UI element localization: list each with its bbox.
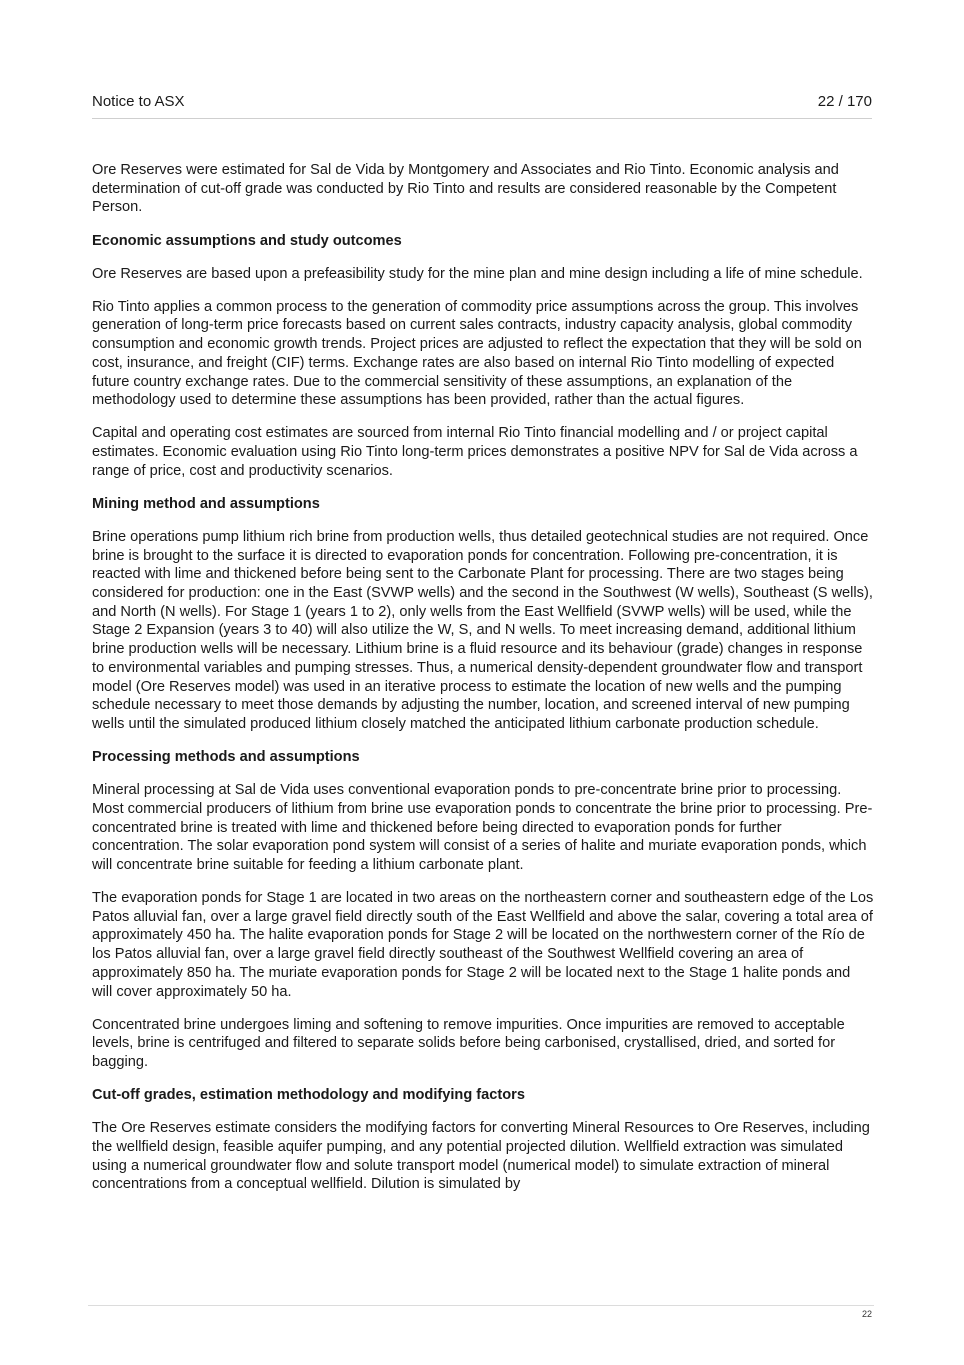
- paragraph: Rio Tinto applies a common process to the generation of commodity price assumptions across the group. This involves generation of long-term price forecasts based on current sales contracts, industry capacity analysis, global commodity consumption and economic growth trends. Project prices are adjusted to reflect the expectation that they will be sold on cost, insurance, and freight (CIF) terms. Exchange rates are also based on internal Rio Tinto modelling of expected future country exchange rates. Due to the commercial sensitivity of these assumptions, an explanation of the methodology used to determine these assumptions has been provided, rather than the actual figures.: [92, 298, 862, 409]
- section-heading-economic: Economic assumptions and study outcomes: [92, 232, 402, 249]
- paragraph: Ore Reserves were estimated for Sal de Vida by Montgomery and Associates and Rio Tinto. Economic analysis and determination of cut-off grade was conducted by Rio Tinto and results are considered reasonable by the Competent Person.: [92, 162, 839, 216]
- paragraph: Brine operations pump lithium rich brine from production wells, thus detailed geotechnical studies are not required. Once brine is brought to the surface it is directed to evaporation ponds for concentration. Following pre-concentration, it is reacted with lime and thickened before being sent to the Carbonate Plant for processing. There are two stages being considered for production: one in the East (SVWP wells) and the second in the Southwest (W wells), Southeast (S wells), and North (N wells). For Stage 1 (years 1 to 2), only wells from the East Wellfield (SVWP wells) will be used, while the Stage 2 Expansion (years 3 to 40) will also utilize the W, S, and N wells. To meet increasing demand, additional lithium brine production wells will be necessary. Lithium brine is a fluid resource and its behaviour (grade) changes in response to environmental variables and pumping stresses. Thus, a numerical density-dependent groundwater flow and transport model (Ore Reserves model) was used in an iterative process to estimate the location of new wells and the pumping schedule necessary to meet those demands by adjusting the number, location, and screened interval of new pumping wells until the simulated produced lithium closely matched the anticipated lithium carbonate production schedule.: [92, 528, 873, 732]
- paragraph: The Ore Reserves estimate considers the modifying factors for converting Mineral Resources to Ore Reserves, including the wellfield design, feasible aquifer pumping, and any potential projected dilution. Wellfield extraction was simulated using a numerical groundwater flow and solute transport model (numerical model) to simulate extraction of mineral concentrations from a conceptual wellfield. Dilution is simulated by: [92, 1120, 870, 1193]
- footer-page-number: 22: [861, 1309, 872, 1319]
- paragraph: Concentrated brine undergoes liming and softening to remove impurities. Once impurities are removed to acceptable levels, brine is centrifuged and filtered to separate solids before being carbonised, crystallised, dried, and sorted for bagging.: [92, 1016, 845, 1071]
- paragraph: Ore Reserves are based upon a prefeasibility study for the mine plan and mine design including a life of mine schedule.: [92, 265, 863, 282]
- document-title: Notice to ASX: [92, 93, 185, 110]
- section-heading-processing: Processing methods and assumptions: [92, 749, 360, 766]
- paragraph: The evaporation ponds for Stage 1 are located in two areas on the northeastern corner and southeastern edge of the Los Patos alluvial fan, over a large gravel field directly south of the East Wellfield and above the salar, covering a total area of approximately 450 ha. The halite evaporation ponds for Stage 2 will be located on the northwestern corner of the Río de los Patos alluvial fan, over a large gravel field directly southeast of the Southwest Wellfield covering an area of approximately 850 ha. The muriate evaporation ponds for Stage 2 will be located next to the Stage 1 halite ponds and will cover approximately 50 ha.: [92, 890, 874, 1000]
- document-body: [92, 161, 874, 1208]
- paragraph: Mineral processing at Sal de Vida uses conventional evaporation ponds to pre-concentrate brine prior to processing. Most commercial producers of lithium from brine use evaporation ponds to concentrate the brine prior to processing. Pre-concentrated brine is treated with lime and thickened before being directed to evaporation ponds for further concentration. The solar evaporation pond system will consist of a series of halite and muriate evaporation ponds, which will concentrate brine suitable for feeding a lithium carbonate plant.: [92, 782, 873, 873]
- paragraph: Capital and operating cost estimates are sourced from internal Rio Tinto financial modelling and / or project capital estimates. Economic evaluation using Rio Tinto long-term prices demonstrates a positive NPV for Sal de Vida across a range of price, cost and productivity scenarios.: [92, 425, 858, 479]
- page-indicator: 22 / 170: [817, 93, 872, 110]
- page-header: [92, 92, 872, 119]
- footer-divider: [88, 1305, 874, 1306]
- section-heading-mining: Mining method and assumptions: [92, 495, 320, 512]
- section-heading-cutoff: Cut-off grades, estimation methodology and modifying factors: [92, 1087, 525, 1104]
